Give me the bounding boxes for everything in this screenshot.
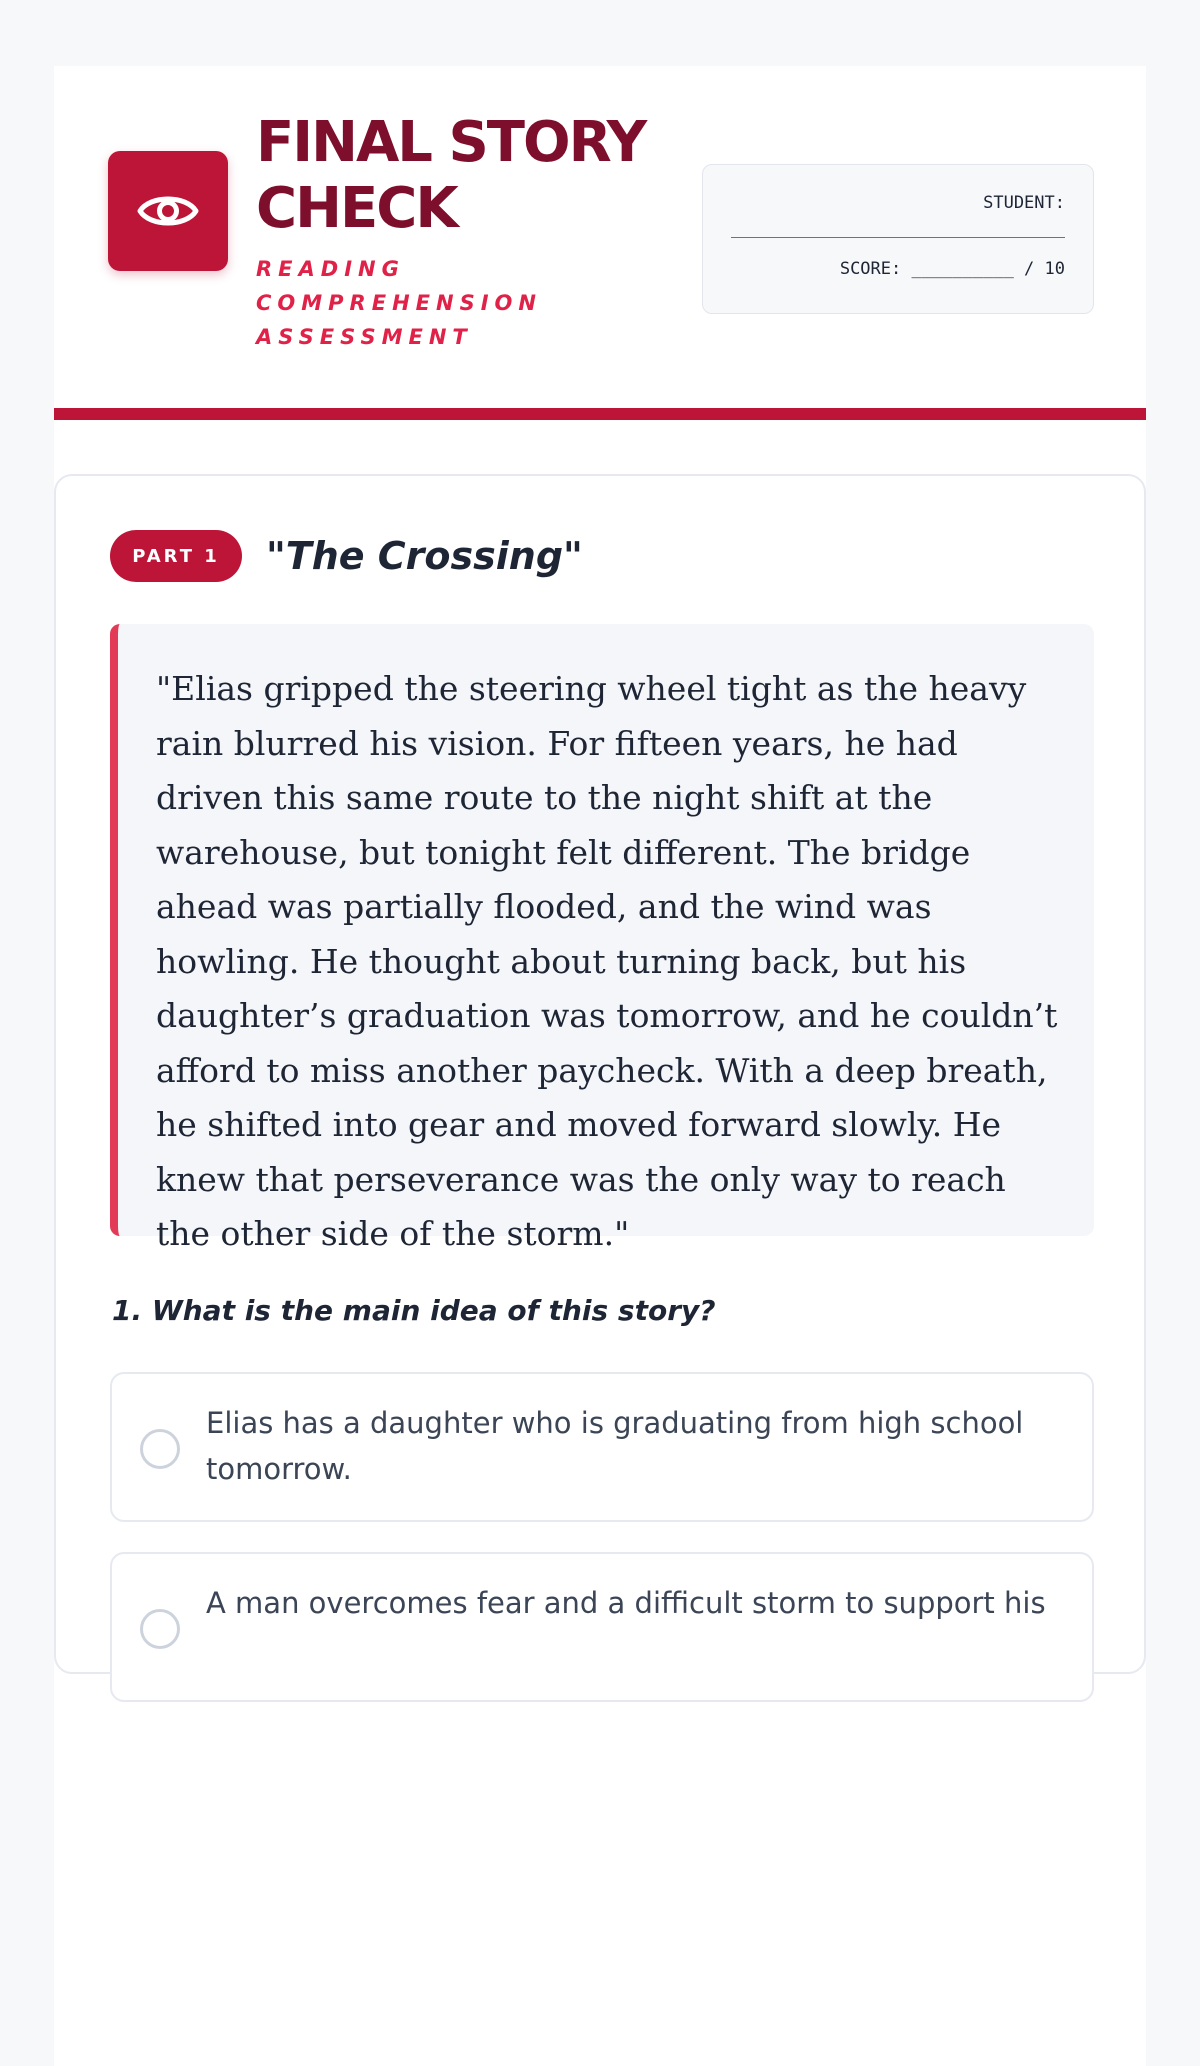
title-block	[256, 110, 686, 354]
part-badge: PART 1	[110, 530, 242, 582]
score-label: SCORE: __________ / 10	[839, 259, 1065, 279]
student-name-line[interactable]	[731, 237, 1065, 238]
answer-option-text: A man overcomes fear and a difficult storm to support his	[206, 1586, 1046, 1620]
story-title: "The Crossing"	[266, 534, 583, 578]
logo-badge	[108, 151, 228, 271]
header-divider	[54, 408, 1146, 420]
answer-option-text: Elias has a daughter who is graduating from high school tomorrow.	[206, 1406, 1024, 1486]
student-label: STUDENT:	[983, 193, 1065, 213]
student-info-card	[702, 164, 1094, 314]
radio-button-a[interactable]	[140, 1429, 180, 1469]
part-1-section	[54, 474, 1146, 1674]
answer-option-b[interactable]	[110, 1552, 1094, 1702]
radio-button-b[interactable]	[140, 1609, 180, 1649]
story-passage: "Elias gripped the steering wheel tight as the heavy rain blurred his vision. For fifteen years, he had driven this same route to the night shift at the warehouse, but tonight felt different. The bridge ahead was partially flooded, and the wind was howling. He thought about turning back, but his daughter’s graduation was tomorrow, and he couldn’t afford to miss another paycheck. With a deep breath, he shifted into gear and moved forward slowly. He knew that perseverance was the only way to reach the other side of the storm."	[110, 624, 1094, 1236]
question-1-prompt: 1. What is the main idea of this story?	[112, 1294, 716, 1327]
page-subtitle: READING COMPREHENSION ASSESSMENT	[256, 257, 542, 349]
answer-option-a[interactable]	[110, 1372, 1094, 1522]
eye-icon	[137, 190, 199, 232]
page-title: FINAL STORY CHECK	[256, 110, 646, 241]
